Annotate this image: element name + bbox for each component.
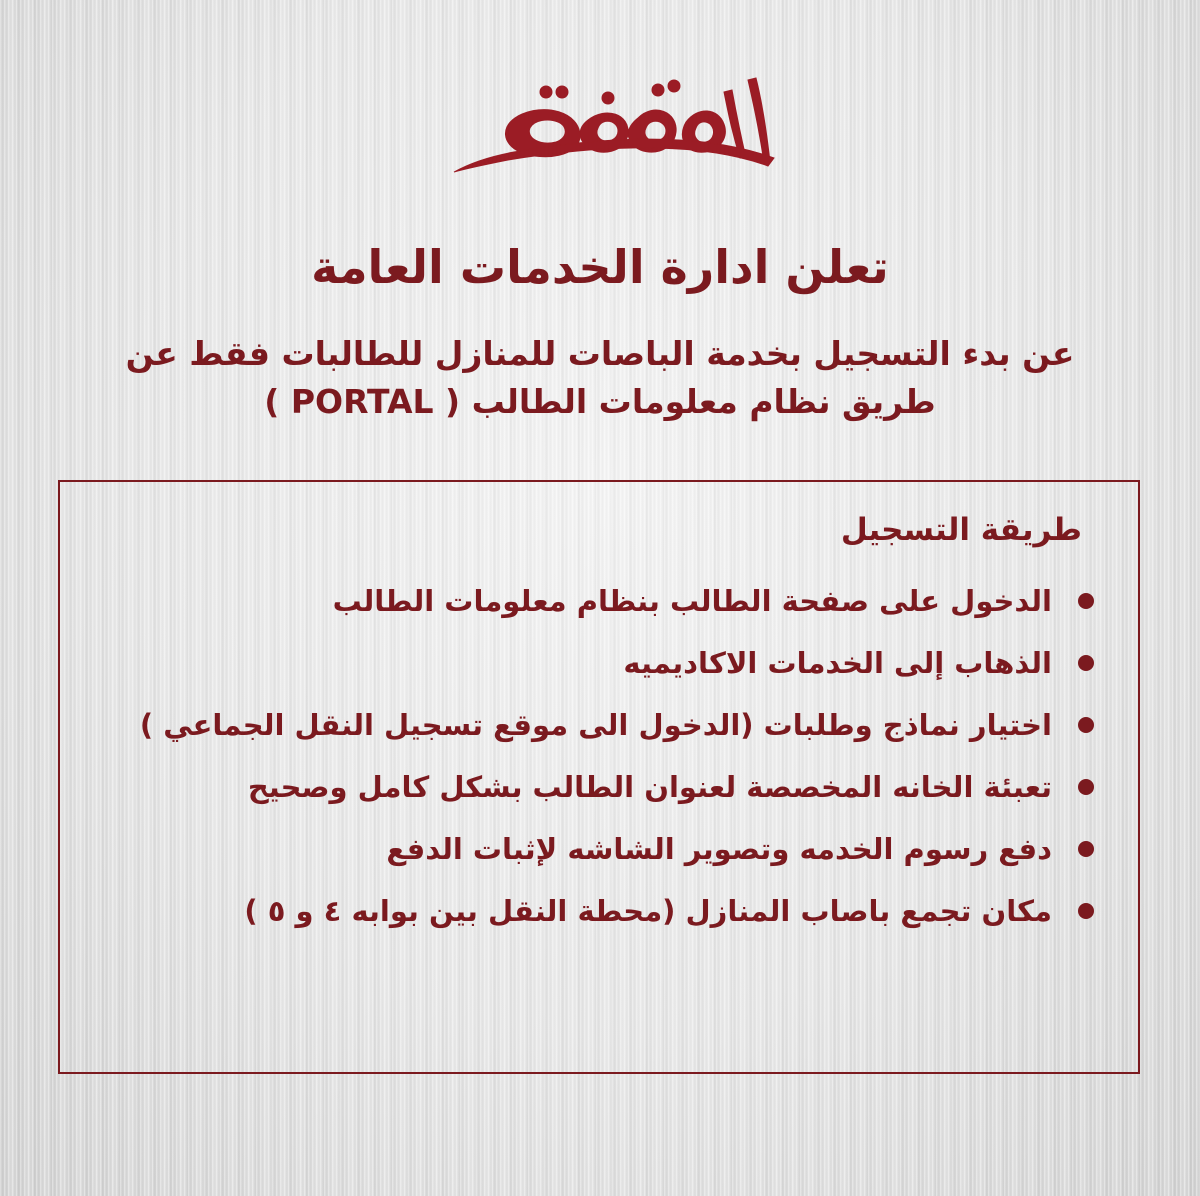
- registration-steps-list: [134, 570, 1094, 942]
- list-item: [134, 632, 1094, 694]
- subtitle-line-2: طريق نظام معلومات الطالب ( PORTAL ): [264, 382, 936, 421]
- step-text: مكان تجمع باصاب المنازل (محطة النقل بين بوابه ٤ و ٥ ): [244, 894, 1052, 928]
- list-item: [134, 818, 1094, 880]
- announcement-subtitle: [100, 330, 1100, 426]
- step-text: دفع رسوم الخدمه وتصوير الشاشه لإثبات الدفع: [386, 832, 1052, 866]
- logo: [448, 62, 778, 182]
- bullet-icon: [1078, 655, 1094, 671]
- step-text: الدخول على صفحة الطالب بنظام معلومات الطالب: [332, 584, 1052, 618]
- bullet-icon: [1078, 779, 1094, 795]
- registration-box: [58, 480, 1140, 1074]
- list-item: [134, 570, 1094, 632]
- step-text: الذهاب إلى الخدمات الاكاديميه: [623, 646, 1052, 680]
- bullet-icon: [1078, 717, 1094, 733]
- list-item: [134, 694, 1094, 756]
- step-text: تعبئة الخانه المخصصة لعنوان الطالب بشكل كامل وصحيح: [247, 770, 1052, 804]
- bullet-icon: [1078, 903, 1094, 919]
- list-item: [134, 880, 1094, 942]
- bullet-icon: [1078, 593, 1094, 609]
- list-item: [134, 756, 1094, 818]
- announcement-title: تعلن ادارة الخدمات العامة: [311, 240, 889, 294]
- logo-mark: [448, 62, 778, 182]
- subtitle-line-1: عن بدء التسجيل بخدمة الباصات للمنازل للطالبات فقط عن: [125, 334, 1075, 373]
- step-text: اختيار نماذج وطلبات (الدخول الى موقع تسجيل النقل الجماعي ): [139, 708, 1052, 742]
- registration-heading: طريقة التسجيل: [840, 512, 1082, 548]
- bullet-icon: [1078, 841, 1094, 857]
